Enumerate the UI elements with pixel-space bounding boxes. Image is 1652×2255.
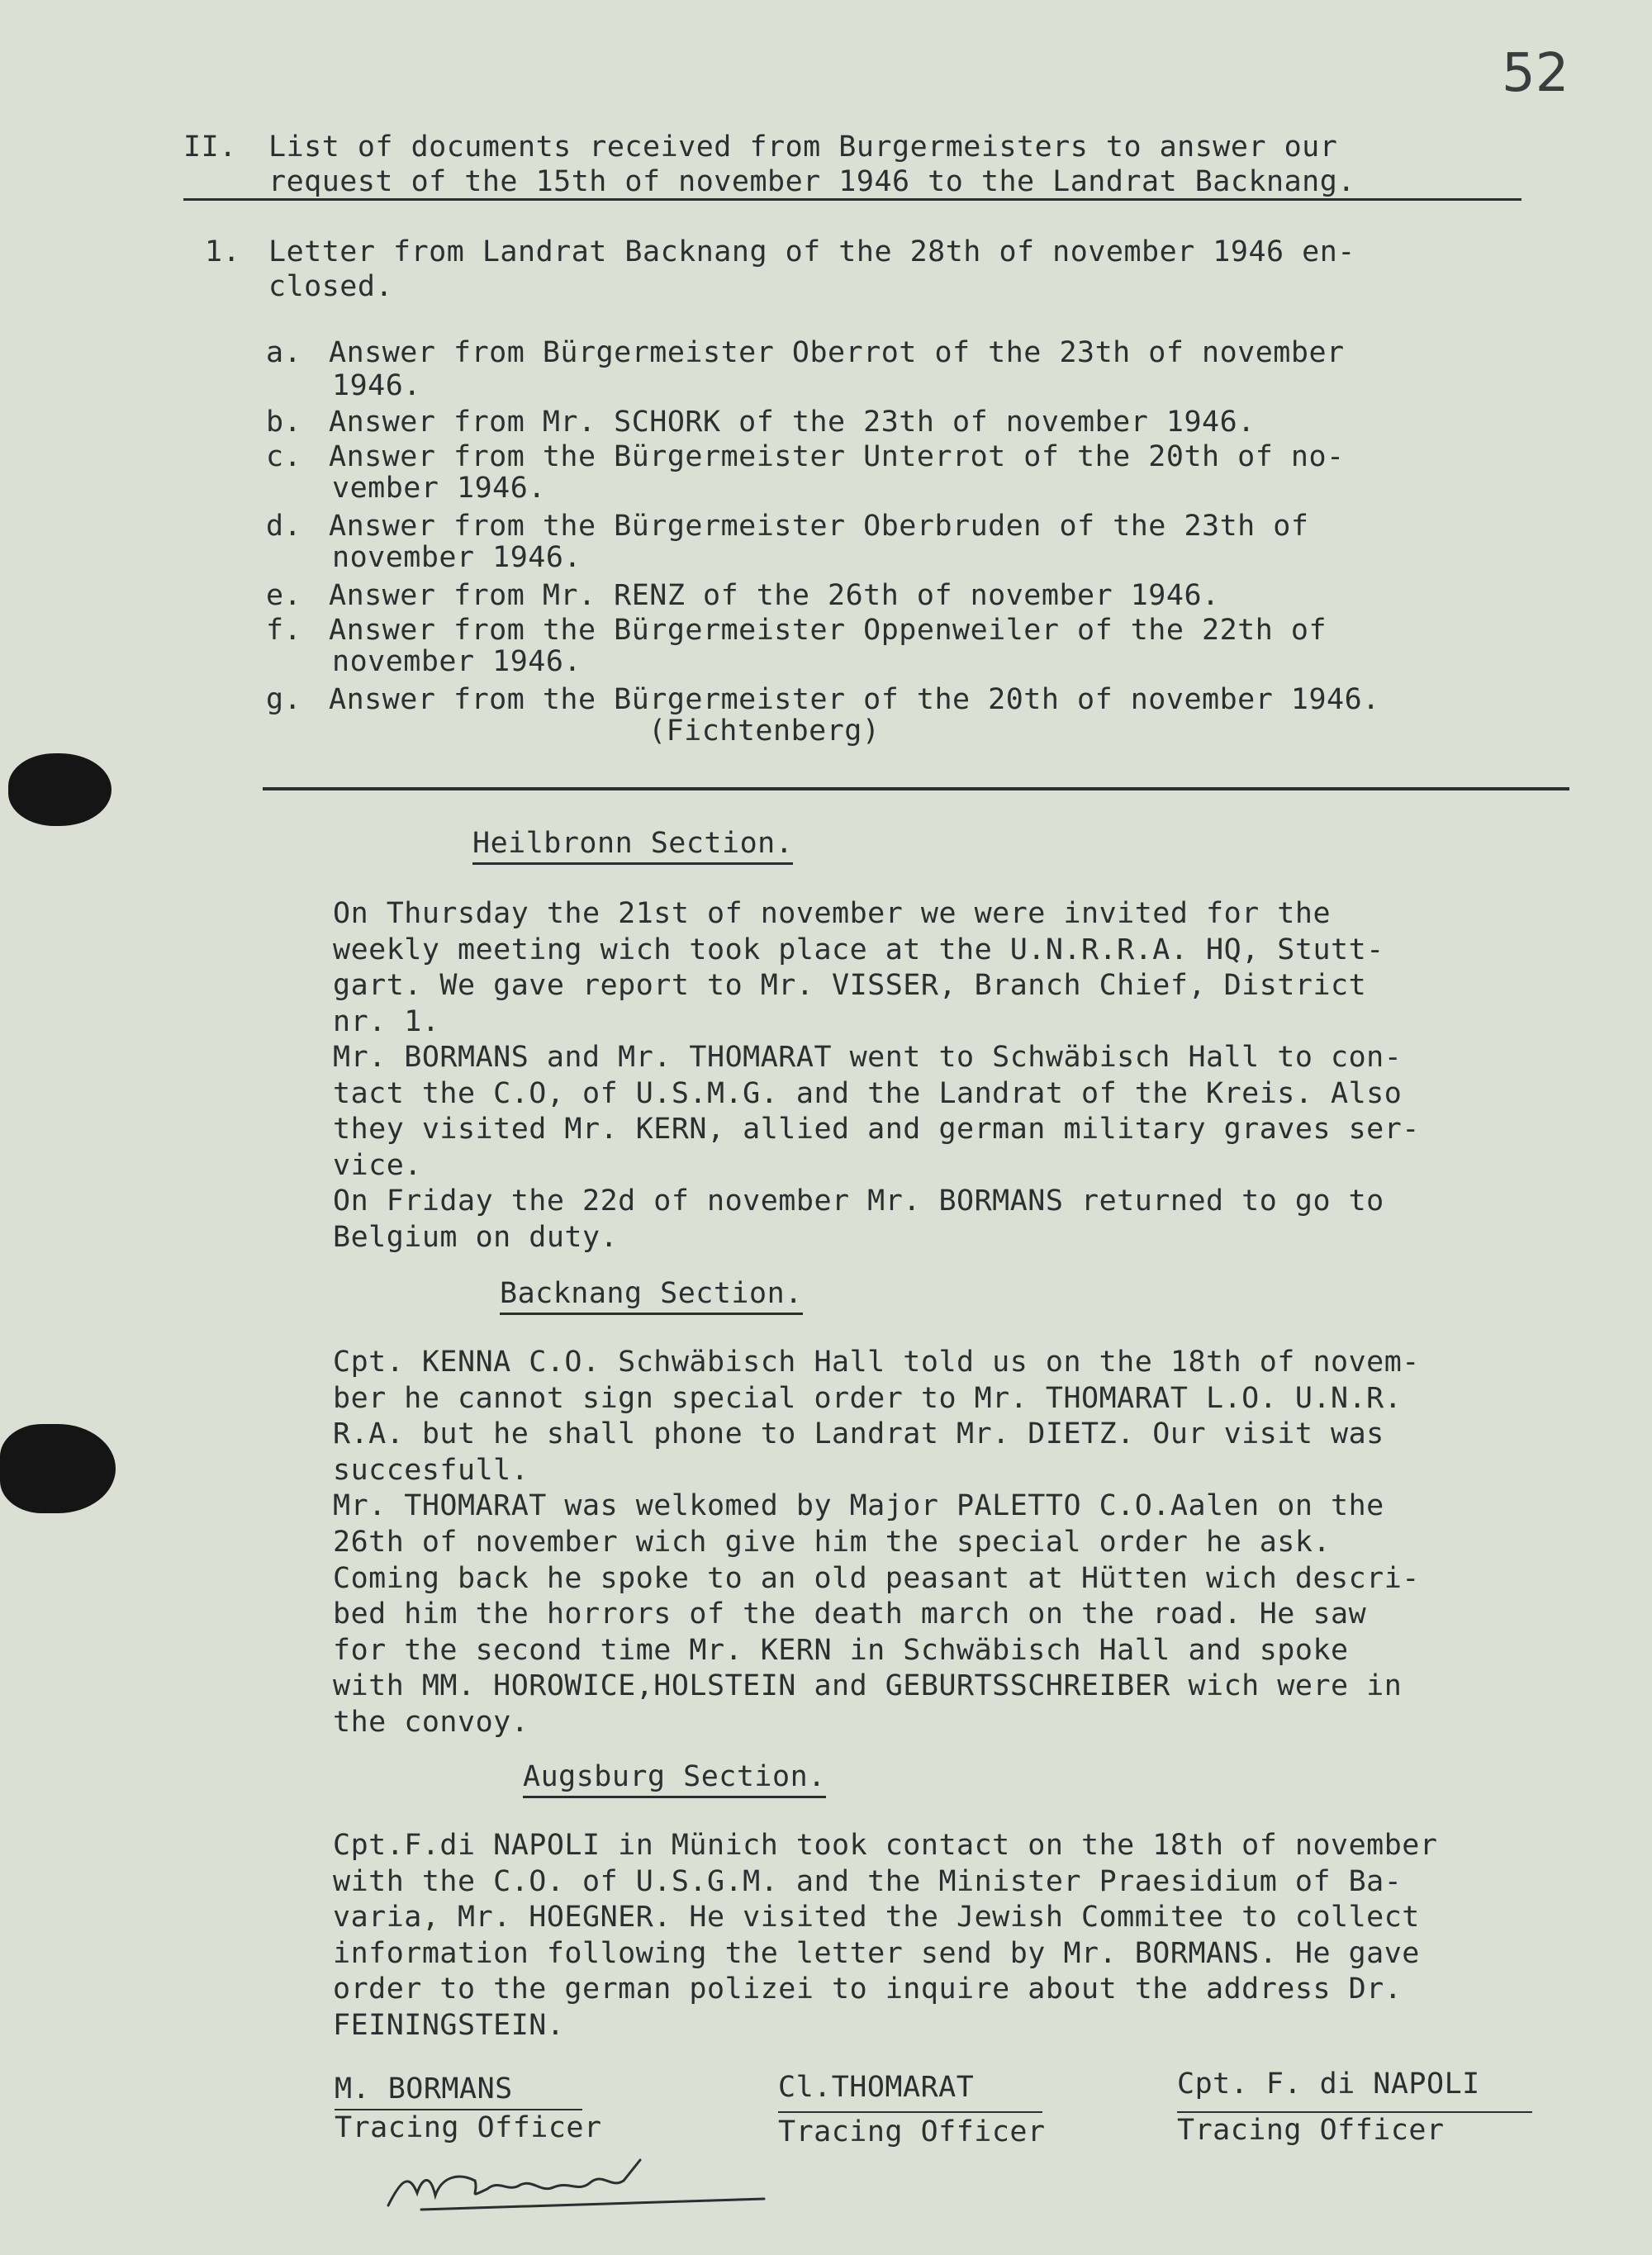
page-number: 52 — [1502, 43, 1569, 104]
enclosure-letter: c. — [266, 440, 302, 473]
enclosure-line: Answer from the Bürgermeister Oppenweiler of the 22th of — [329, 614, 1327, 647]
signature-rule-2 — [778, 2111, 1042, 2113]
section-line: Cpt.F.di NAPOLI in Münich took contact on the 18th of november — [333, 1829, 1438, 1862]
section-line: vice. — [333, 1148, 422, 1182]
heading-underline — [183, 198, 1521, 201]
section-line: information following the letter send by Mr. BORMANS. He gave — [333, 1936, 1420, 1970]
section-line: nr. 1. — [333, 1004, 440, 1038]
enclosure-line: 1946. — [332, 369, 421, 402]
handwritten-signature — [376, 2148, 772, 2222]
section-line: On Friday the 22d of november Mr. BORMANS returned to go to — [333, 1184, 1384, 1218]
enclosure-letter: g. — [266, 683, 302, 716]
backnang-section-title: Backnang Section. — [500, 1276, 803, 1315]
section-line: On Thursday the 21st of november we were invited for the — [333, 897, 1332, 930]
enclosure-line: november 1946. — [332, 541, 582, 574]
heilbronn-section-title: Heilbronn Section. — [472, 826, 793, 865]
section-line: succesfull. — [333, 1453, 529, 1487]
section-line: R.A. but he shall phone to Landrat Mr. DIETZ. Our visit was — [333, 1417, 1384, 1451]
enclosure-line: Answer from Bürgermeister Oberrot of the 23th of november — [329, 336, 1345, 369]
item1-line-2: closed. — [268, 270, 394, 303]
augsburg-section-title: Augsburg Section. — [523, 1759, 826, 1798]
enclosure-letter: f. — [266, 614, 302, 647]
item1-line-1: Letter from Landrat Backnang of the 28th of november 1946 en- — [268, 235, 1355, 268]
heading-line-2: request of the 15th of november 1946 to the Landrat Backnang. — [268, 165, 1355, 198]
enclosure-letter: d. — [266, 510, 302, 543]
heading-line-1: List of documents received from Burgermeisters to answer our — [268, 131, 1338, 164]
section-line: FEININGSTEIN. — [333, 2008, 565, 2042]
enclosure-line: Answer from Mr. SCHORK of the 23th of november 1946. — [329, 406, 1256, 439]
enclosure-letter: a. — [266, 336, 302, 369]
section-line: varia, Mr. HOEGNER. He visited the Jewish Commitee to collect — [333, 1901, 1420, 1934]
section-line: with the C.O. of U.S.G.M. and the Minister Praesidium of Ba- — [333, 1864, 1403, 1898]
section-line: 26th of november wich give him the special order he ask. — [333, 1526, 1332, 1559]
item1-number: 1. — [205, 235, 241, 268]
section-line: bed him the horrors of the death march on the road. He saw — [333, 1597, 1367, 1631]
section-line: Cpt. KENNA C.O. Schwäbisch Hall told us on the 18th of novem- — [333, 1346, 1420, 1379]
enclosure-line: november 1946. — [332, 645, 582, 678]
section-line: Mr. THOMARAT was welkomed by Major PALETTO C.O.Aalen on the — [333, 1489, 1384, 1523]
section-line: tact the C.O, of U.S.M.G. and the Landrat of the Kreis. Also — [333, 1076, 1403, 1110]
enclosure-letter: e. — [266, 579, 302, 612]
enclosure-line: (Fichtenberg) — [648, 714, 881, 748]
section-line: ber he cannot sign special order to Mr. THOMARAT L.O. U.N.R. — [333, 1381, 1403, 1415]
section-line: Mr. BORMANS and Mr. THOMARAT went to Schwäbisch Hall to con- — [333, 1041, 1403, 1074]
signature-title-2: Tracing Officer — [778, 2115, 1046, 2148]
section-line: gart. We gave report to Mr. VISSER, Branch Chief, District — [333, 969, 1367, 1002]
enclosure-line: Answer from the Bürgermeister of the 20th of november 1946. — [329, 683, 1380, 716]
section-line: Belgium on duty. — [333, 1220, 619, 1254]
section-line: for the second time Mr. KERN in Schwäbisch Hall and spoke — [333, 1633, 1349, 1667]
enclosure-line: Answer from Mr. RENZ of the 26th of november 1946. — [329, 579, 1220, 612]
signature-title-1: Tracing Officer — [335, 2111, 602, 2144]
section-line: with MM. HOROWICE,HOLSTEIN and GEBURTSSCHREIBER wich were in — [333, 1669, 1403, 1703]
enclosure-line: vember 1946. — [332, 472, 546, 505]
punch-hole-top — [8, 753, 112, 826]
enclosure-line: Answer from the Bürgermeister Oberbruden of the 23th of — [329, 510, 1309, 543]
section-line: they visited Mr. KERN, allied and german military graves ser- — [333, 1113, 1420, 1146]
heading-number: II. — [183, 131, 237, 164]
punch-hole-bottom — [0, 1424, 116, 1513]
signature-title-3: Tracing Officer — [1177, 2114, 1445, 2147]
enclosure-line: Answer from the Bürgermeister Unterrot of the 20th of no- — [329, 440, 1345, 473]
section-line: weekly meeting wich took place at the U.N.R.R.A. HQ, Stutt- — [333, 933, 1384, 966]
section-line: Coming back he spoke to an old peasant at Hütten wich descri- — [333, 1561, 1420, 1595]
signature-name-1: M. BORMANS — [335, 2072, 513, 2105]
section-divider — [263, 787, 1569, 790]
section-line: order to the german polizei to inquire about the address Dr. — [333, 1973, 1403, 2006]
signature-name-3: Cpt. F. di NAPOLI — [1177, 2067, 1480, 2101]
signature-name-2: Cl.THOMARAT — [778, 2071, 975, 2104]
enclosure-letter: b. — [266, 406, 302, 439]
section-line: the convoy. — [333, 1706, 529, 1739]
